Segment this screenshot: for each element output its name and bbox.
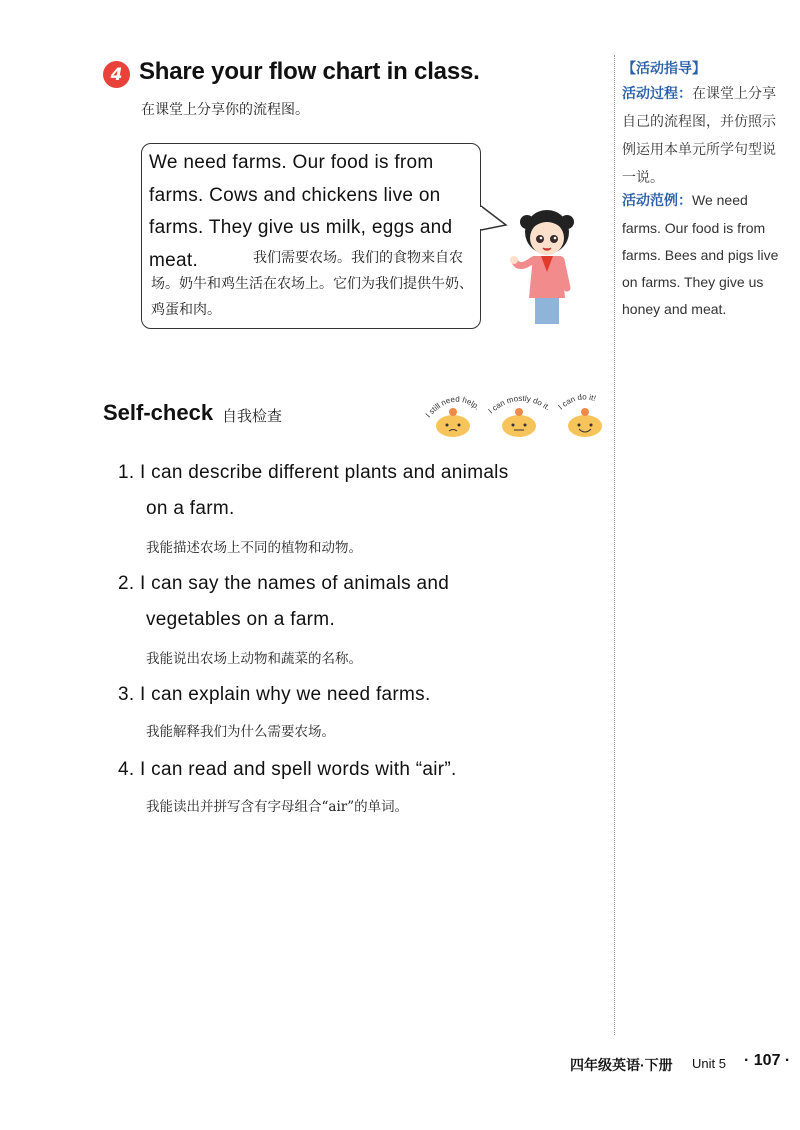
page-number: · 107 · xyxy=(744,1052,791,1069)
sidebar-example-label: 活动范例： xyxy=(622,193,692,209)
sidebar-divider xyxy=(614,55,615,1035)
self-check-item-1: 1. I can describe different plants and animals xyxy=(118,462,509,483)
sidebar-process xyxy=(622,80,782,192)
rating-can-do-it[interactable] xyxy=(556,392,602,437)
footer-unit: Unit 5 xyxy=(692,1056,726,1071)
self-check-item-2-cont: vegetables on a farm. xyxy=(146,609,336,630)
self-check-rating-icons xyxy=(423,388,618,440)
self-check-item-1-cont: on a farm. xyxy=(146,498,235,519)
sidebar-example-text: We need farms. Our food is from farms. Bees and pigs live on farms. They give us honey and meat. xyxy=(622,192,779,317)
girl-illustration-icon xyxy=(505,200,585,330)
sidebar-process-label: 活动过程： xyxy=(622,86,692,102)
rating-label-3: I can do it! xyxy=(556,392,597,412)
bubble-text-en: We need farms. Our food is from farms. Cows and chickens live on farms. They give us milk, eggs and meat. xyxy=(149,152,453,271)
self-check-item-2: 2. I can say the names of animals and xyxy=(118,573,450,594)
self-check-item-2-zh: 我能说出农场上动物和蔬菜的名称。 xyxy=(146,651,362,667)
self-check-title: Self-check xyxy=(103,400,214,425)
rating-label-1: I still need help. xyxy=(423,394,482,420)
activity-number-badge: 4 xyxy=(103,61,130,88)
self-check-item-1-zh: 我能描述农场上不同的植物和动物。 xyxy=(146,540,362,556)
sidebar-process-text: 在课堂上分享自己的流程图，并仿照示例运用本单元所学句型说一说。 xyxy=(622,86,776,186)
rating-mostly-do-it[interactable] xyxy=(487,394,552,437)
rating-label-2: I can mostly do it. xyxy=(486,393,552,416)
self-check-item-4: 4. I can read and spell words with “air”. xyxy=(118,759,457,780)
bubble-text-zh: 我们需要农场。我们的食物来自农场。奶牛和鸡生活在农场上。它们为我们提供牛奶、鸡蛋和肉。 xyxy=(151,250,473,318)
activity-subtitle: 在课堂上分享你的流程图。 xyxy=(141,102,309,118)
rating-still-need-help[interactable] xyxy=(424,395,482,437)
self-check-item-3-zh: 我能解释我们为什么需要农场。 xyxy=(146,724,335,740)
activity-title: Share your flow chart in class. xyxy=(139,58,480,85)
sidebar-heading: 【活动指导】 xyxy=(622,60,706,76)
sidebar-example xyxy=(622,187,782,323)
self-check-subtitle: 自我检查 xyxy=(222,407,283,425)
self-check-item-4-zh: 我能读出并拼写含有字母组合“air”的单词。 xyxy=(146,799,409,815)
self-check-item-3: 3. I can explain why we need farms. xyxy=(118,684,431,705)
footer-book-title: 四年级英语·下册 xyxy=(570,1057,673,1073)
svg-text:I can do it! xyxy=(556,392,597,411)
